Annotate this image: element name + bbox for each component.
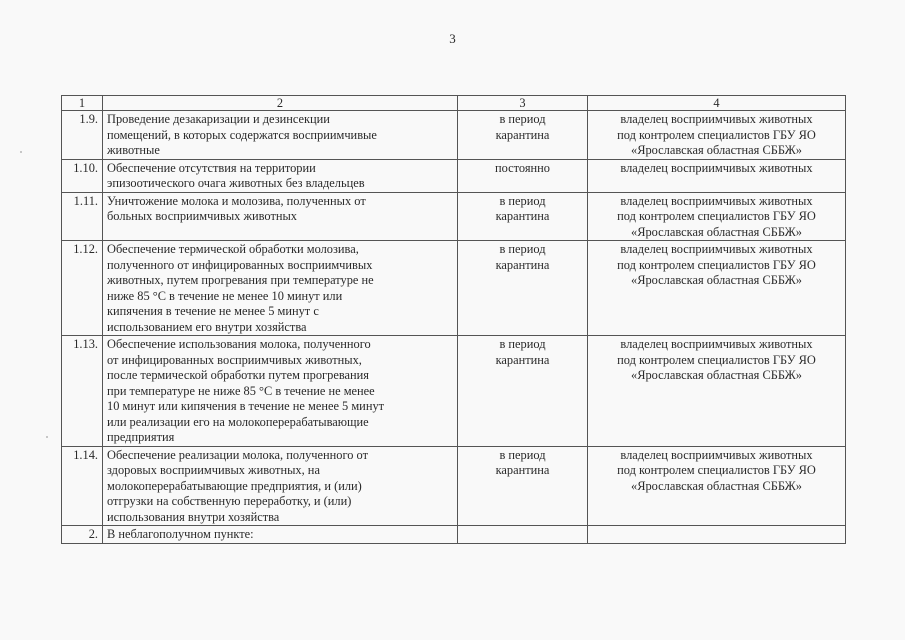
row-number: 1.13.	[62, 336, 103, 447]
table-row	[62, 192, 846, 241]
scan-speck	[46, 436, 48, 438]
measure-cell: В неблагополучном пункте:	[103, 526, 458, 544]
period-cell: в период карантина	[458, 241, 588, 336]
period-cell: в период карантина	[458, 111, 588, 160]
measure-cell: Обеспечение термической обработки молозива, полученного от инфицированных восприимчивых животных, путем прогревания при температуре не ниже 85 °С в течение не менее 10 минут или кипячения в течение не менее 5 минут с использованием его внутри хозяйства	[103, 241, 458, 336]
row-number: 1.14.	[62, 446, 103, 526]
table-header-row	[62, 96, 846, 111]
header-cell: 3	[458, 96, 588, 111]
table-row	[62, 446, 846, 526]
responsible-cell: владелец восприимчивых животных под контролем специалистов ГБУ ЯО «Ярославская областная СББЖ»	[588, 192, 846, 241]
header-cell: 2	[103, 96, 458, 111]
row-number: 1.11.	[62, 192, 103, 241]
table-row	[62, 526, 846, 544]
responsible-cell: владелец восприимчивых животных под контролем специалистов ГБУ ЯО «Ярославская областная СББЖ»	[588, 111, 846, 160]
period-cell: в период карантина	[458, 192, 588, 241]
header-cell: 1	[62, 96, 103, 111]
table-row	[62, 111, 846, 160]
header-cell: 4	[588, 96, 846, 111]
responsible-cell: владелец восприимчивых животных под контролем специалистов ГБУ ЯО «Ярославская областная СББЖ»	[588, 241, 846, 336]
row-number: 1.12.	[62, 241, 103, 336]
table-row	[62, 336, 846, 447]
responsible-cell: владелец восприимчивых животных	[588, 159, 846, 192]
row-number: 1.9.	[62, 111, 103, 160]
measure-cell: Обеспечение реализации молока, полученного от здоровых восприимчивых животных, на молокоперерабатывающие предприятия, и (или) отгрузки на собственную переработку, и (или) использования внутри хозяйства	[103, 446, 458, 526]
period-cell: в период карантина	[458, 336, 588, 447]
measure-cell: Обеспечение использования молока, полученного от инфицированных восприимчивых животных, после термической обработки путем прогревания при температуре не ниже 85 °С в течение не менее 10 минут или кипячения в течение не менее 5 минут или реализации его на молокоперерабатывающие предприятия	[103, 336, 458, 447]
responsible-cell: владелец восприимчивых животных под контролем специалистов ГБУ ЯО «Ярославская областная СББЖ»	[588, 336, 846, 447]
scan-speck	[20, 151, 22, 153]
table-row	[62, 241, 846, 336]
row-number: 1.10.	[62, 159, 103, 192]
period-cell: постоянно	[458, 159, 588, 192]
measures-table	[61, 95, 846, 544]
row-number: 2.	[62, 526, 103, 544]
measure-cell: Обеспечение отсутствия на территории эпизоотического очага животных без владельцев	[103, 159, 458, 192]
measure-cell: Проведение дезакаризации и дезинсекции помещений, в которых содержатся восприимчивые животные	[103, 111, 458, 160]
period-cell: в период карантина	[458, 446, 588, 526]
measure-cell: Уничтожение молока и молозива, полученных от больных восприимчивых животных	[103, 192, 458, 241]
page-number: 3	[449, 31, 456, 46]
responsible-cell: владелец восприимчивых животных под контролем специалистов ГБУ ЯО «Ярославская областная СББЖ»	[588, 446, 846, 526]
table-row	[62, 159, 846, 192]
responsible-cell	[588, 526, 846, 544]
period-cell	[458, 526, 588, 544]
